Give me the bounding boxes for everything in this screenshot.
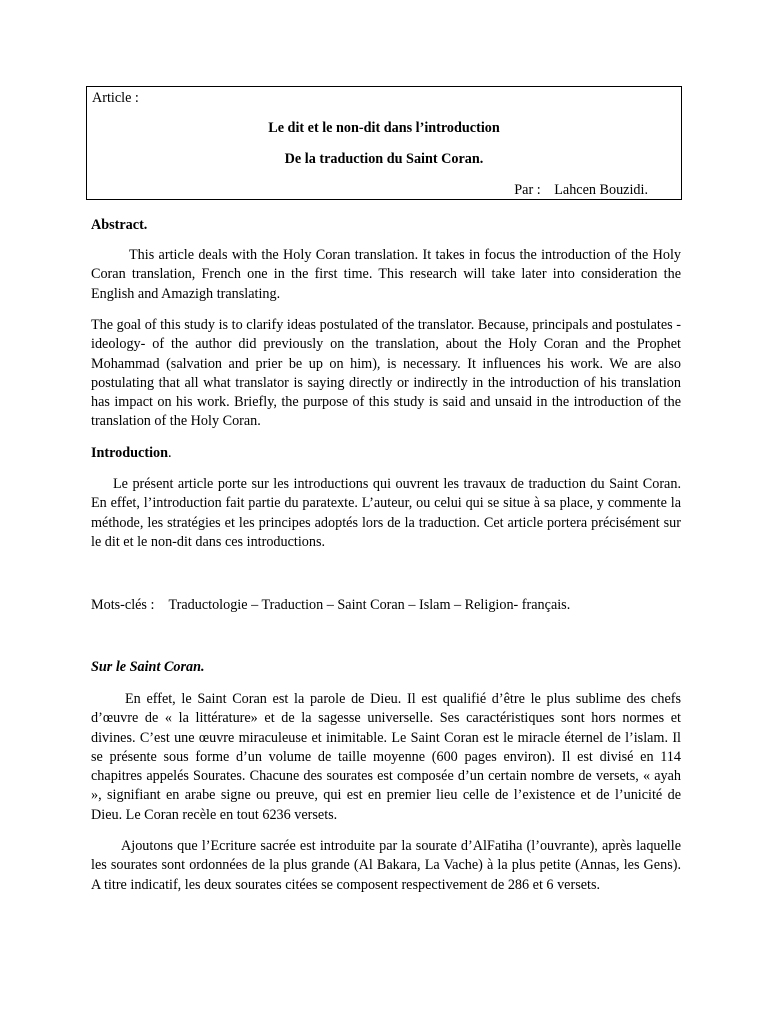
article-header-box <box>86 86 682 200</box>
introduction-heading-dot: . <box>168 445 172 461</box>
introduction-heading <box>91 444 681 463</box>
saint-coran-paragraph-1: En effet, le Saint Coran est la parole de Dieu. Il est qualifié d’être le plus sublime des chefs d’œuvre de « la littérature» et de la sagesse universelle. Ses caractéristiques sont hors normes et divines. C’est une œuvre miraculeuse et inimitable. Le Saint Coran est le miracle éternel de l’islam. Il se présente sous forme d’un volume de taille moyenne (600 pages environ). Il est divisé en 114 chapitres appelés Sourates. Chacune des sourates est composée d’un certain nombre de versets, « ayah », signifiant en arabe signe ou preuve, qui est en premier lieu celle de l’existence et de l’unicité de Dieu. Le Coran recèle en tout 6236 versets. <box>91 691 681 823</box>
saint-coran-paragraph-2: Ajoutons que l’Ecriture sacrée est introduite par la sourate d’AlFatiha (l’ouvrante), après laquelle les sourates sont ordonnées de la plus grande (Al Bakara, La Vache) à la plus petite (Annas, les Gens). A titre indicatif, les deux sourates citées se composent respectivement de 286 et 6 versets. <box>91 838 681 893</box>
abstract-paragraph-2: The goal of this study is to clarify ideas postulated of the translator. Because, principals and postulates -ideology- of the author did previously on the translation, about the Holy Coran and the Prophet Mohammad (salvation and prier be up on him), is necessary. It influences his work. We are also postulating that all what translator is saying directly or indirectly in the introduction of his translation has impact on his work. Briefly, the purpose of this study is said and unsaid in the introduction of the translation of the Holy Coran. <box>91 317 681 430</box>
keywords-value: Traductologie – Traduction – Saint Coran – Islam – Religion- français. <box>168 597 571 613</box>
keywords-line <box>91 596 681 615</box>
introduction-heading-text: Introduction <box>91 445 168 461</box>
introduction-paragraph: Le présent article porte sur les introductions qui ouvrent les travaux de traduction du Saint Coran. En effet, l’introduction fait partie du paratexte. L’auteur, ou celui qui se situe à sa place, y commente la méthode, les stratégies et les principes adoptés lors de la traduction. Cet article portera précisément sur le dit et le non-dit dans ces introductions. <box>91 476 681 550</box>
saint-coran-heading: Sur le Saint Coran. <box>91 659 205 675</box>
abstract-heading: Abstract. <box>91 217 148 233</box>
abstract-paragraph-1: This article deals with the Holy Coran translation. It takes in focus the introduction of the Holy Coran translation, French one in the first time. This research will take later into consideration the English and Amazigh translating. <box>91 247 681 302</box>
keywords-label: Mots-clés : <box>91 597 155 613</box>
article-title-line-2: De la traduction du Saint Coran. <box>284 151 484 167</box>
author-name: Lahcen Bouzidi. <box>554 182 648 198</box>
article-label: Article : <box>92 90 139 106</box>
author-prefix: Par : <box>514 182 541 198</box>
article-title-line-1: Le dit et le non-dit dans l’introduction <box>268 120 500 136</box>
author-line <box>514 181 648 199</box>
